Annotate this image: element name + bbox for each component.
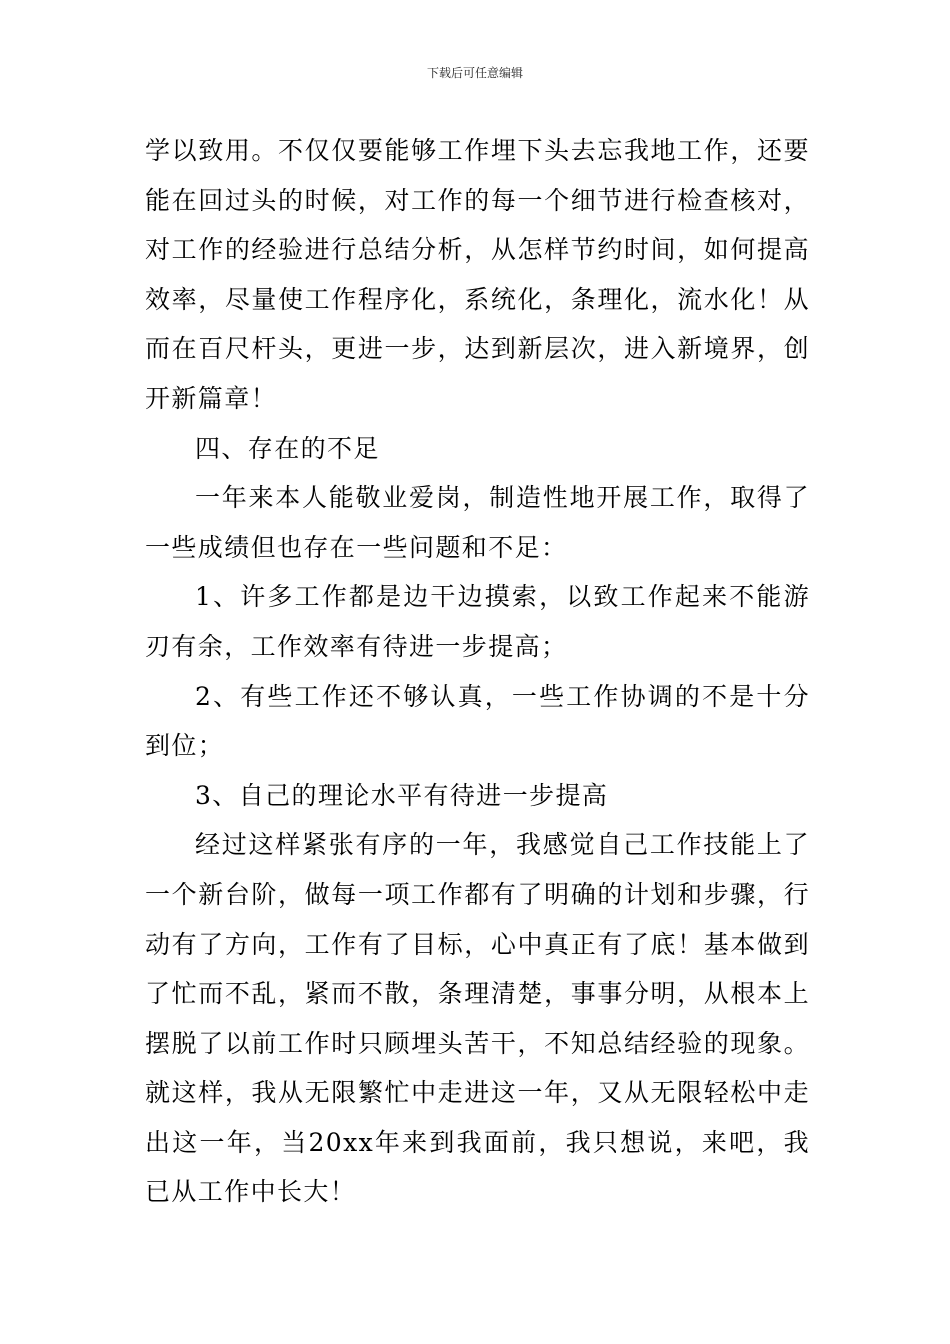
document-body (145, 126, 810, 1217)
list-item-shortcoming-3: 3、自己的理论水平有待进一步提高 (195, 780, 609, 810)
paragraph-conclusion: 经过这样紧张有序的一年，我感觉自己工作技能上了一个新台阶，做每一项工作都有了明确的计划和步骤，行动有了方向，工作有了目标，心中真正有了底！基本做到了忙而不乱，紧而不散，条理清楚，事事分明，从根本上摆脱了以前工作时只顾埋头苦干，不知总结经验的现象。就这样，我从无限繁忙中走进这一年，又从无限轻松中走出这一年，当20xx年来到我面前，我只想说，来吧，我已从工作中长大！ (145, 830, 810, 1207)
page-header: 下载后可任意编辑 (426, 66, 523, 80)
section-heading-shortcomings: 四、存在的不足 (195, 433, 380, 463)
paragraph-intro-continuation: 学以致用。不仅仅要能够工作埋下头去忘我地工作，还要能在回过头的时候，对工作的每一个细节进行检查核对，对工作的经验进行总结分析，从怎样节约时间，如何提高效率，尽量使工作程序化，系统化，条理化，流水化！从而在百尺杆头，更进一步，达到新层次，进入新境界，创开新篇章！ (145, 136, 810, 413)
list-item-shortcoming-2: 2、有些工作还不够认真，一些工作协调的不是十分到位； (145, 681, 810, 761)
list-item-shortcoming-1: 1、许多工作都是边干边摸索，以致工作起来不能游刃有余，工作效率有待进一步提高； (145, 582, 810, 661)
paragraph-shortcomings-summary: 一年来本人能敬业爱岗，制造性地开展工作，取得了一些成绩但也存在一些问题和不足： (145, 483, 810, 562)
